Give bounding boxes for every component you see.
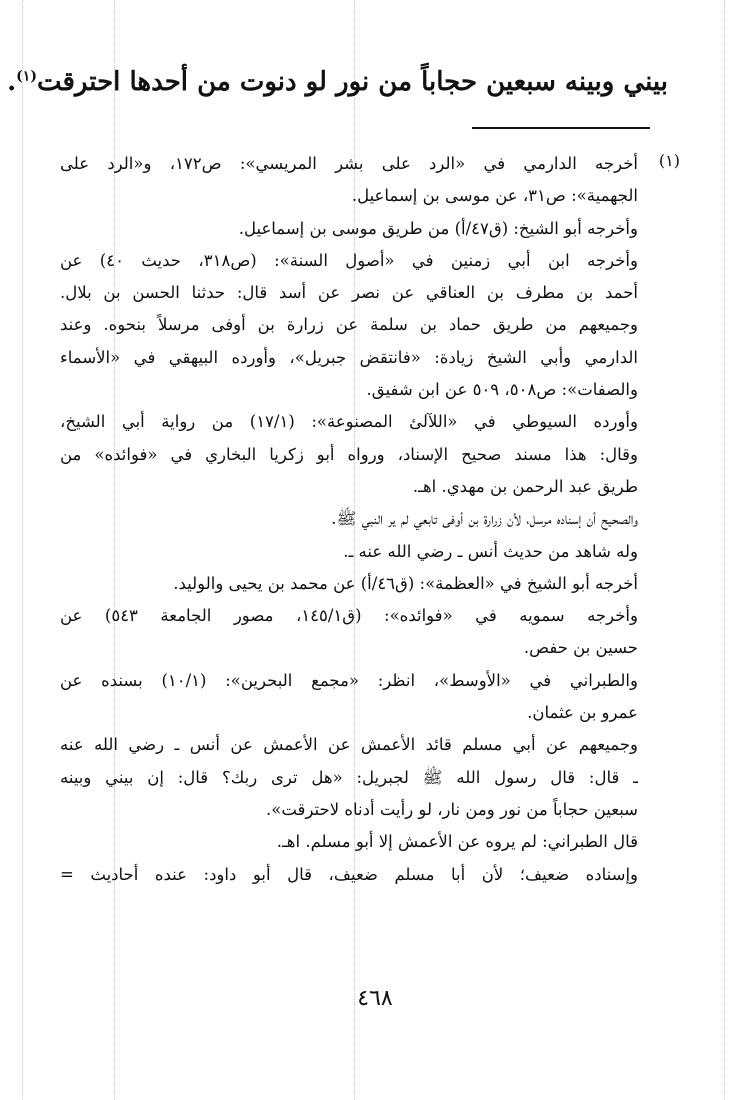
footnote-line: وأورده السيوطي في «اللآلئ المصنوعة»: (١٧/١) من رواية أبي الشيخ،	[60, 412, 638, 432]
footnote-line: وجميعهم من طريق حماد بن سلمة عن زرارة بن أوفى مرسلاً بنحوه. وعند	[60, 315, 638, 335]
footnote-line: والطبراني في «الأوسط»، انظر: «مجمع البحرين»: (١٠/١) بسنده عن	[60, 670, 638, 690]
footnote-line: وأخرجه سمويه في «فوائده»: (ق١٤٥/١، مصور الجامعة ٥٤٣) عن	[60, 606, 638, 626]
footnote-line: وله شاهد من حديث أنس ـ رضي الله عنه ـ.	[343, 541, 638, 561]
footnote-line: عمرو بن عثمان.	[527, 703, 638, 723]
footnote-line: وإسناده ضعيف؛ لأن أبا مسلم ضعيف، قال أبو داود: عنده أحاديث =	[60, 864, 638, 884]
main-text: بيني وبينه سبعين حجاباً من نور لو دنوت من أحدها احترقت	[36, 67, 668, 97]
footnote-line: أخرجه أبو الشيخ في «العظمة»: (ق٤٦/أ) عن محمد بن يحيى والوليد.	[173, 573, 638, 593]
footnote-marker: (١)	[658, 151, 680, 170]
footnote-line: طريق عبد الرحمن بن مهدي. اهـ.	[412, 476, 638, 496]
scan-guide-line	[724, 0, 725, 1100]
footnote-line: حسين بن حفص.	[523, 638, 638, 658]
main-text-footnote-ref: (١)	[16, 68, 37, 85]
footnote-line: وأخرجه أبو الشيخ: (ق٤٧/أ) من طريق موسى بن إسماعيل.	[238, 218, 638, 238]
main-text-line	[7, 62, 668, 102]
footnote-line: ـ قال: قال رسول الله ﷺ لجبريل: «هل ترى ربك؟ قال: إن بيني وبينه	[60, 767, 638, 787]
footnote-line: والصفات»: ص٥٠٨، ٥٠٩ عن ابن شفيق.	[366, 380, 638, 400]
footnote-line: وأخرجه ابن أبي زمنين في «أصول السنة»: (ص٣١٨، حديث ٤٠) عن	[60, 250, 638, 270]
footnote-line: قال الطبراني: لم يروه عن الأعمش إلا أبو مسلم. اهـ.	[276, 832, 638, 852]
footnote-block	[60, 148, 638, 891]
footnote-line: أخرجه الدارمي في «الرد على بشر المريسي»: ص١٧٢، و«الرد على	[60, 154, 638, 173]
footnote-line: سبعين حجاباً من نور ومن نار، لو رأيت أدناه لاحترقت».	[266, 799, 638, 819]
footnote-line: وجميعهم عن أبي مسلم قائد الأعمش عن الأعمش عن أنس ـ رضي الله عنه	[60, 735, 638, 755]
footnote-separator	[472, 127, 650, 129]
footnote-line: الجهمية»: ص٣١، عن موسى بن إسماعيل.	[351, 186, 638, 206]
footnote-line: أحمد بن مطرف بن العناقي عن نصر عن أسد قال: حدثنا الحسن بن بلال.	[60, 283, 638, 303]
page-number: ٤٦٨	[357, 986, 393, 1011]
scan-guide-line	[22, 0, 23, 1100]
main-text-end: .	[7, 67, 17, 97]
footnote-line: والصحيح أن إسناده مرسل، لأن زرارة بن أوفى تابعي لم ير النبي ﷺ.	[331, 509, 638, 529]
footnote-line: الدارمي وأبي الشيخ زيادة: «فانتقض جبريل»، وأورده البيهقي في «الأسماء	[60, 347, 638, 367]
footnote-line: وقال: هذا مسند صحيح الإسناد، ورواه أبو زكريا البخاري في «فوائده» من	[60, 444, 638, 464]
